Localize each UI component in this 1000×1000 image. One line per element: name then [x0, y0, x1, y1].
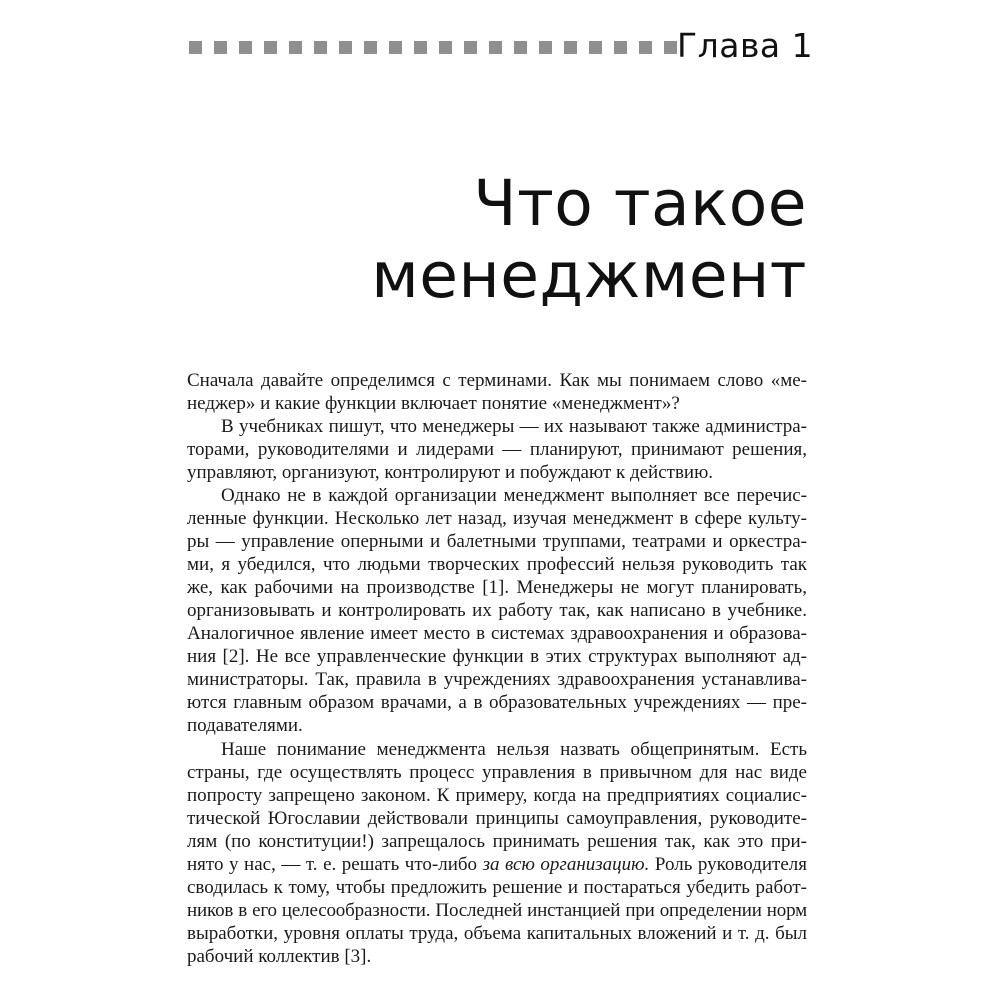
text-segment: Сначала давайте определимся с терминами. Как мы понимаем слово «ме- [187, 370, 807, 391]
square-icon [289, 41, 302, 54]
text-line [187, 438, 807, 461]
text-line [187, 761, 807, 784]
chapter-header [189, 24, 814, 68]
chapter-title-line-1: Что такое [473, 167, 807, 240]
text-segment: министраторы. Так, правила в учреждениях здравоохранения устанавлива- [187, 669, 807, 691]
square-icon [239, 41, 252, 54]
text-line [187, 668, 807, 691]
text-line [187, 369, 807, 392]
text-line [187, 945, 807, 968]
text-line [187, 738, 807, 761]
body-text [187, 369, 807, 968]
text-segment: сводилась к тому, чтобы предложить решение и постараться убедить работ- [187, 876, 807, 898]
text-line [187, 484, 807, 507]
square-icon [214, 41, 227, 54]
square-icon [489, 41, 502, 54]
text-line [187, 853, 807, 876]
text-segment: ленные функции. Несколько лет назад, изучая менеджмент в сфере культу- [187, 508, 807, 530]
text-segment: Наше понимание менеджмента нельзя назвать общепринятым. Есть [221, 738, 807, 760]
square-icon [189, 41, 202, 54]
text-segment: организовывать и контролировать их работу так, как написано в учебнике. [187, 600, 807, 622]
text-line [187, 530, 807, 553]
square-icon [364, 41, 377, 54]
square-icon [539, 41, 552, 54]
text-segment: В учебниках пишут, что менеджеры — их называют также администра- [221, 416, 807, 438]
text-segment: нято у нас, — т. е. решать что-либо [187, 853, 483, 875]
text-line [187, 622, 807, 645]
text-segment: ры — управление оперными и балетными труппами, театрами и оркестра- [187, 531, 807, 553]
chapter-title [371, 168, 807, 312]
square-icon [589, 41, 602, 54]
square-icon [664, 41, 677, 54]
text-segment: управляют, организуют, контролируют и побуждают к действию. [187, 462, 714, 484]
decorative-square-row [189, 41, 677, 54]
text-segment: ются главным образом врачами, а в образовательных учреждениях — пре- [187, 692, 807, 714]
square-icon [439, 41, 452, 54]
square-icon [264, 41, 277, 54]
text-segment: Аналогичное явление имеет место в системах здравоохранения и образова- [187, 623, 807, 645]
text-segment: неджер» и какие функции включает понятие «менеджмент»? [187, 393, 680, 415]
text-line [187, 576, 807, 599]
square-icon [339, 41, 352, 54]
text-segment: лям (по конституции!) запрещалось принимать решения так, как это при- [187, 830, 807, 852]
text-segment: ния [2]. Не все управленческие функции в этих структурах выполняют ад- [187, 646, 807, 668]
text-segment: Роль руководителя [649, 853, 808, 875]
text-segment: тической Югославии действовали принципы самоуправления, руководите- [187, 807, 807, 829]
square-icon [464, 41, 477, 54]
text-segment: же, как рабочими на производстве [1]. Менеджеры не могут планировать, [187, 577, 807, 599]
text-line [187, 830, 807, 853]
square-icon [414, 41, 427, 54]
text-line [187, 807, 807, 830]
square-icon [639, 41, 652, 54]
text-line [187, 415, 807, 438]
text-line [187, 645, 807, 668]
text-line [187, 599, 807, 622]
text-line [187, 507, 807, 530]
square-icon [314, 41, 327, 54]
text-line [187, 392, 807, 415]
square-icon [514, 41, 527, 54]
text-line [187, 784, 807, 807]
italic-emphasis: за всю организацию. [482, 853, 650, 875]
chapter-title-line-2: менеджмент [371, 239, 807, 312]
text-line [187, 922, 807, 945]
text-segment: выработки, уровня оплаты труда, объема капитальных вложений и т. д. был [187, 922, 807, 944]
text-line [187, 553, 807, 576]
text-segment: Однако не в каждой организации менеджмент выполняет все перечис- [221, 485, 807, 507]
text-line [187, 461, 807, 484]
square-icon [389, 41, 402, 54]
text-line [187, 714, 807, 737]
text-segment: страны, где осуществлять процесс управления в привычном для нас виде [187, 761, 807, 783]
chapter-label: Глава 1 [677, 26, 814, 65]
text-segment: попросту запрещено законом. К примеру, когда на предприятиях социалис- [187, 784, 807, 806]
text-line [187, 876, 807, 899]
text-segment: ми, я убедился, что людьми творческих профессий нельзя руководить так [187, 554, 807, 576]
text-segment: рабочий коллектив [3]. [187, 945, 372, 967]
text-line [187, 899, 807, 922]
text-segment: подавателями. [187, 715, 303, 737]
square-icon [564, 41, 577, 54]
text-segment: торами, руководителями и лидерами — планируют, принимают решения, [187, 439, 807, 461]
square-icon [614, 41, 627, 54]
text-segment: ников в его целесообразности. Последней инстанцией при определении норм [187, 899, 807, 921]
text-line [187, 691, 807, 714]
